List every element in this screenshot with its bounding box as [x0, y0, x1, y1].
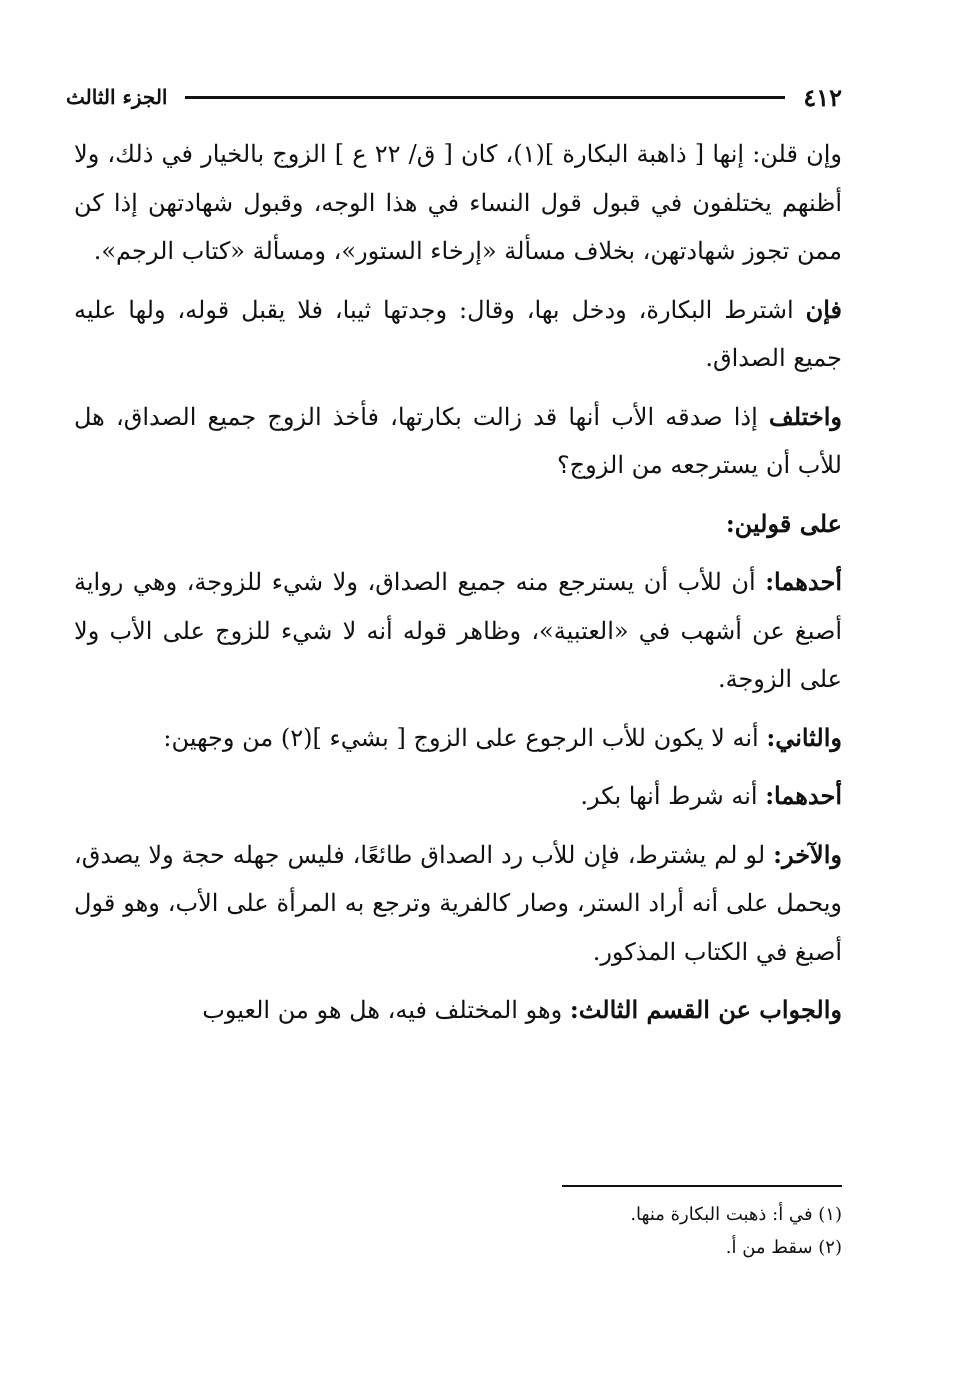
paragraph-text: وهو المختلف فيه، هل هو من العيوب — [202, 996, 570, 1024]
paragraph-lead: فإن — [805, 294, 842, 324]
paragraph-text: إذا صدقه الأب أنها قد زالت بكارتها، فأخذ الزوج جميع الصداق، هل للأب أن يسترجعه من الزوج؟ — [74, 402, 842, 479]
paragraph — [74, 393, 842, 490]
body-text — [74, 130, 842, 1045]
paragraph-text: لو لم يشترط، فإن للأب رد الصداق طائعًا، فليس جهله حجة ولا يصدق، ويحمل على أنه أراد الستر، وصار كالفرية وترجع به المرأة على الأب، وهو قول أصبغ في الكتاب المذكور. — [74, 840, 843, 966]
section-heading: على قولين: — [725, 508, 842, 538]
running-title: الجزء الثالث — [66, 85, 168, 109]
paragraph — [74, 986, 842, 1035]
paragraph — [74, 286, 842, 383]
paragraph — [74, 714, 842, 763]
footnotes — [500, 1198, 842, 1264]
paragraph — [74, 831, 842, 977]
page-header — [66, 72, 850, 122]
paragraph-text: وإن قلن: إنها [ ذاهبة البكارة ](١)، كان [ ق/ ٢٢ ع ] الزوج بالخيار في ذلك، ولا أظنهم يختلفون في قبول قول النساء في هذا الوجه، وقبول شهادتهن إذا كن ممن تجوز شهادتهن، بخلاف مسألة «إرخاء الستور»، ومسألة «كتاب الرجم». — [74, 140, 842, 265]
footnote: (١) في أ: ذهبت البكارة منها. — [630, 1204, 842, 1225]
page-number: ٤١٢ — [803, 82, 842, 112]
paragraph — [74, 558, 842, 704]
paragraph-text: أنه لا يكون للأب الرجوع على الزوج [ بشيء ](٢) من وجهين: — [163, 723, 767, 752]
paragraph — [74, 130, 842, 276]
paragraph-text: أنه شرط أنها بكر. — [580, 782, 766, 810]
paragraph-text: أن للأب أن يسترجع منه جميع الصداق، ولا شيء للزوجة، وهي رواية أصبغ عن أشهب في «العتبية»، وظاهر قوله أنه لا شيء للزوج على الأب ولا على الزوجة. — [74, 568, 842, 693]
paragraph-text: اشترط البكارة، ودخل بها، وقال: وجدتها ثيبا، فلا يقبل قوله، ولها عليه جميع الصداق. — [74, 295, 842, 372]
paragraph-lead: والجواب عن القسم الثالث: — [569, 995, 842, 1024]
footnote: (٢) سقط من أ. — [725, 1237, 842, 1258]
paragraph-lead: والآخر: — [773, 839, 842, 869]
footnote-separator — [562, 1185, 842, 1187]
paragraph — [74, 772, 842, 821]
header-rule — [185, 96, 785, 99]
paragraph-lead: والثاني: — [766, 722, 842, 752]
paragraph-lead: أحدهما: — [765, 781, 842, 810]
paragraph-lead: واختلف — [768, 401, 842, 431]
paragraph-lead: أحدهما: — [765, 567, 842, 596]
